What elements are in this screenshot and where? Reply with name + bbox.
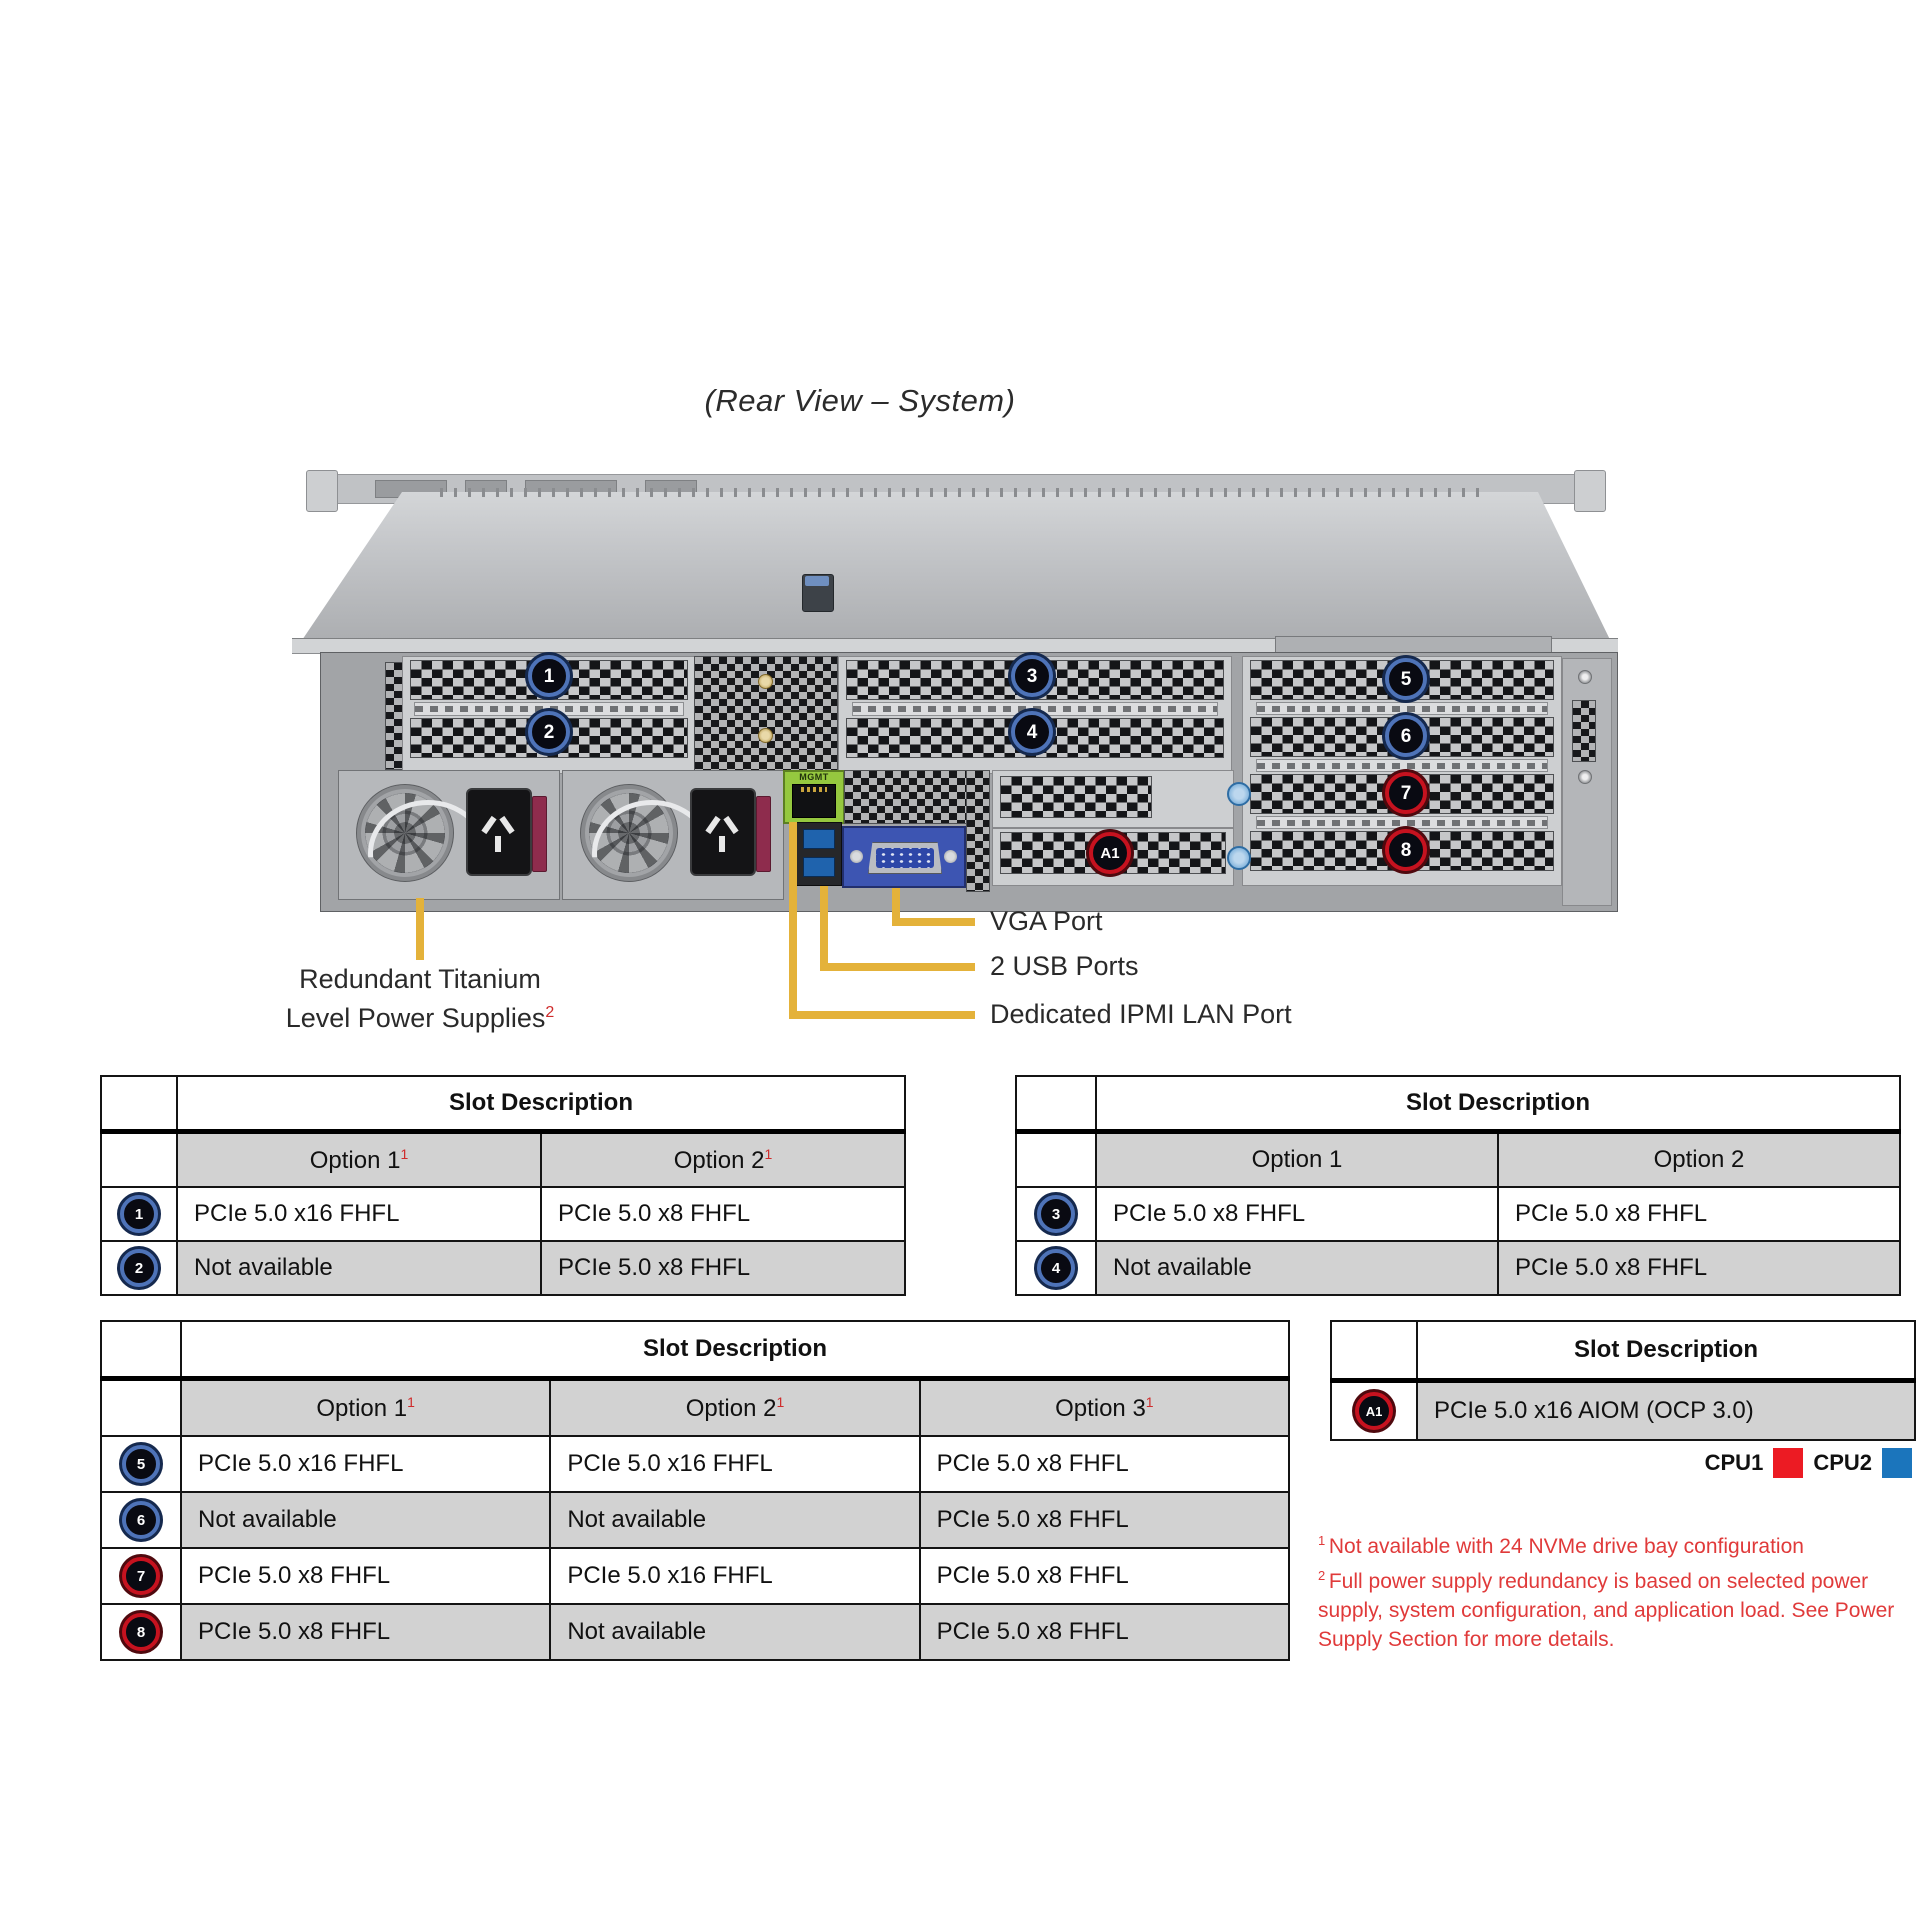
psu-label-line2: Level Power Supplies (285, 1003, 546, 1033)
table-corner-cell (101, 1076, 177, 1132)
table-column-header: Option $2^1$ (550, 1379, 919, 1437)
slot-badge-6: 6 (122, 1501, 160, 1539)
table-row (101, 1492, 1289, 1548)
callout-slot-4: 4 (1011, 711, 1053, 753)
slot-table-1-2 (100, 1075, 906, 1296)
slot-divider-vents (1256, 816, 1548, 829)
slot-badge-a1: A1 (1355, 1392, 1393, 1430)
table-row (101, 1187, 905, 1241)
footnote-1: $^1$ Not available with 24 NVMe drive bay configuration (1318, 1533, 1804, 1558)
slot-description-cell: Not available (550, 1604, 919, 1660)
callout-slot-a1: A1 (1089, 832, 1131, 874)
table-column-header: Option $1^1$ (177, 1132, 541, 1188)
slot-description-cell: PCIe 5.0 x8 FHFL (541, 1241, 905, 1295)
table-row (101, 1436, 1289, 1492)
slot-table-a1 (1330, 1320, 1916, 1441)
table-column-header: Option 2 (1498, 1132, 1900, 1188)
slot-badge-2: 2 (120, 1249, 158, 1287)
rj45-jack (792, 784, 836, 818)
chassis-lid (290, 484, 1620, 652)
lid-latch-tab (805, 576, 829, 586)
slot-badge-8: 8 (122, 1613, 160, 1651)
rack-ear-right (1574, 470, 1606, 512)
vga-port-label: VGA Port (990, 906, 1103, 936)
slot-badge-4: 4 (1037, 1249, 1075, 1287)
table-slots-3-4 (1015, 1075, 1901, 1296)
slot-description-cell: PCIe 5.0 x8 FHFL (541, 1187, 905, 1241)
vga-nut (850, 850, 863, 863)
vent-strip (966, 770, 990, 892)
callout-slot-6: 6 (1385, 715, 1427, 757)
slot-badge-cell (101, 1241, 177, 1295)
table-row (101, 1604, 1289, 1660)
usb-ports-label: 2 USB Ports (990, 951, 1139, 981)
table-corner-cell (1331, 1321, 1417, 1381)
footnote-ref: 1 (407, 1393, 415, 1410)
callout-slot-7: 7 (1385, 772, 1427, 814)
footnotes (1318, 1526, 1914, 1654)
slot-divider-vents (1256, 702, 1548, 715)
ipmi-callout-line-h (789, 1011, 975, 1019)
slot-description-cell: Not available (550, 1492, 919, 1548)
slot-description-cell: PCIe 5.0 x8 FHFL (181, 1548, 550, 1604)
callout-slot-1: 1 (528, 655, 570, 697)
slot-badge-cell (101, 1548, 181, 1604)
riser-thumbscrew (1227, 846, 1251, 870)
psu1-power-inlet (466, 788, 532, 876)
table-header: Slot Description (1417, 1321, 1915, 1381)
screw (1578, 770, 1592, 784)
footnote-marker: 1 (1318, 1533, 1329, 1548)
table-subheader-corner (101, 1379, 181, 1437)
slot-description-cell: PCIe 5.0 x8 FHFL (1096, 1187, 1498, 1241)
slot-badge-cell (101, 1604, 181, 1660)
table-column-header: Option 1 (1096, 1132, 1498, 1188)
screw (758, 674, 773, 689)
slot-description-cell: PCIe 5.0 x8 FHFL (1498, 1187, 1900, 1241)
cpu-legend (1500, 1448, 1912, 1478)
page-title: (Rear View – System) (704, 383, 1016, 418)
table-row (101, 1241, 905, 1295)
vent-strip (1572, 700, 1596, 762)
upper-slot-vent-grid (1000, 776, 1152, 818)
table-column-header: Option $1^1$ (181, 1379, 550, 1437)
slot-badge-cell (101, 1187, 177, 1241)
callout-slot-3: 3 (1011, 655, 1053, 697)
slot-badge-cell (1331, 1381, 1417, 1441)
footnote-ref: 1 (1145, 1393, 1154, 1410)
slot-description-cell: PCIe 5.0 x8 FHFL (920, 1548, 1289, 1604)
usb-callout-line-v (820, 886, 828, 970)
footnote-2: $^2$ Full power supply redundancy is based on selected power supply, system configuration, and application load. See Power Supply Section for more details. (1318, 1568, 1895, 1651)
vga-connector (868, 842, 942, 874)
lid-vents (440, 488, 1486, 497)
table-slots-1-2 (100, 1075, 906, 1296)
slot-badge-5: 5 (122, 1445, 160, 1483)
psu-label-footnote-ref: 2 (545, 1004, 555, 1021)
callout-slot-8: 8 (1385, 829, 1427, 871)
psu2-release-latch (756, 796, 771, 872)
slot-divider-vents (1256, 759, 1548, 772)
screw (1578, 670, 1592, 684)
table-corner-cell (1016, 1076, 1096, 1132)
legend-swatch-cpu1 (1773, 1448, 1803, 1478)
slot-description-cell: PCIe 5.0 x16 FHFL (550, 1548, 919, 1604)
slot-table-5-8 (100, 1320, 1290, 1661)
screw (758, 728, 773, 743)
slot-description-cell: PCIe 5.0 x16 FHFL (550, 1436, 919, 1492)
psu-label (240, 962, 600, 1035)
slot-description-cell: PCIe 5.0 x8 FHFL (920, 1492, 1289, 1548)
usb-ports-housing (796, 822, 842, 886)
rack-ear-left (306, 470, 338, 512)
slot-description-cell: PCIe 5.0 x8 FHFL (181, 1604, 550, 1660)
table-header: Slot Description (181, 1321, 1289, 1379)
table-header: Slot Description (1096, 1076, 1900, 1132)
riser-thumbscrew (1227, 782, 1251, 806)
vga-callout-line-h (892, 918, 975, 926)
table-row (1331, 1381, 1915, 1441)
footnote-ref: 1 (764, 1145, 773, 1162)
slot-badge-1: 1 (120, 1195, 158, 1233)
psu-callout-line (416, 898, 424, 960)
usb-port-2 (803, 857, 835, 877)
usb-port-1 (803, 829, 835, 849)
callout-slot-5: 5 (1385, 658, 1427, 700)
server-rear-view-photo (290, 470, 1620, 912)
ipmi-lan-port (783, 770, 845, 824)
table-header: Slot Description (177, 1076, 905, 1132)
ipmi-port-label: MGMT (799, 772, 829, 782)
legend-swatch-cpu2 (1882, 1448, 1912, 1478)
slot-description-cell: PCIe 5.0 x8 FHFL (920, 1604, 1289, 1660)
table-row (1016, 1241, 1900, 1295)
slot-description-cell: PCIe 5.0 x16 FHFL (177, 1187, 541, 1241)
slot-badge-cell (1016, 1187, 1096, 1241)
slot-badge-cell (1016, 1241, 1096, 1295)
psu1-release-latch (532, 796, 547, 872)
table-corner-cell (101, 1321, 181, 1379)
slot-description-cell: Not available (181, 1492, 550, 1548)
slot-description-cell: Not available (177, 1241, 541, 1295)
slot-description-cell: PCIe 5.0 x16 AIOM (OCP 3.0) (1417, 1381, 1915, 1441)
legend-label-cpu1: CPU1 (1704, 1450, 1764, 1475)
table-row (101, 1548, 1289, 1604)
table-slot-a1 (1330, 1320, 1916, 1441)
slot-badge-3: 3 (1037, 1195, 1075, 1233)
footnote-marker: 2 (1318, 1568, 1329, 1583)
table-column-header: Option $3^1$ (920, 1379, 1289, 1437)
slot-description-cell: PCIe 5.0 x16 FHFL (181, 1436, 550, 1492)
footnote-ref: 1 (776, 1393, 785, 1410)
table-column-header: Option $2^1$ (541, 1132, 905, 1188)
slot-description-cell: PCIe 5.0 x8 FHFL (1498, 1241, 1900, 1295)
slot-description-cell: PCIe 5.0 x8 FHFL (920, 1436, 1289, 1492)
table-slots-5-8 (100, 1320, 1290, 1661)
vga-port (842, 826, 966, 888)
table-subheader-corner (1016, 1132, 1096, 1188)
slot-description-cell: Not available (1096, 1241, 1498, 1295)
chassis-lip-handle (1275, 636, 1552, 653)
table-row (1016, 1187, 1900, 1241)
callout-slot-2: 2 (528, 711, 570, 753)
ipmi-lan-port-label: Dedicated IPMI LAN Port (990, 999, 1292, 1029)
legend-label-cpu2: CPU2 (1813, 1450, 1872, 1475)
psu-label-line1: Redundant Titanium (299, 964, 541, 994)
slot-badge-7: 7 (122, 1557, 160, 1595)
slot-badge-cell (101, 1436, 181, 1492)
psu2-power-inlet (690, 788, 756, 876)
footnote-ref: 1 (400, 1145, 409, 1162)
slot-badge-cell (101, 1492, 181, 1548)
ipmi-callout-line-v (789, 822, 797, 1018)
vga-nut (944, 850, 957, 863)
table-subheader-corner (101, 1132, 177, 1188)
slot-table-3-4 (1015, 1075, 1901, 1296)
usb-callout-line-h (820, 963, 975, 971)
